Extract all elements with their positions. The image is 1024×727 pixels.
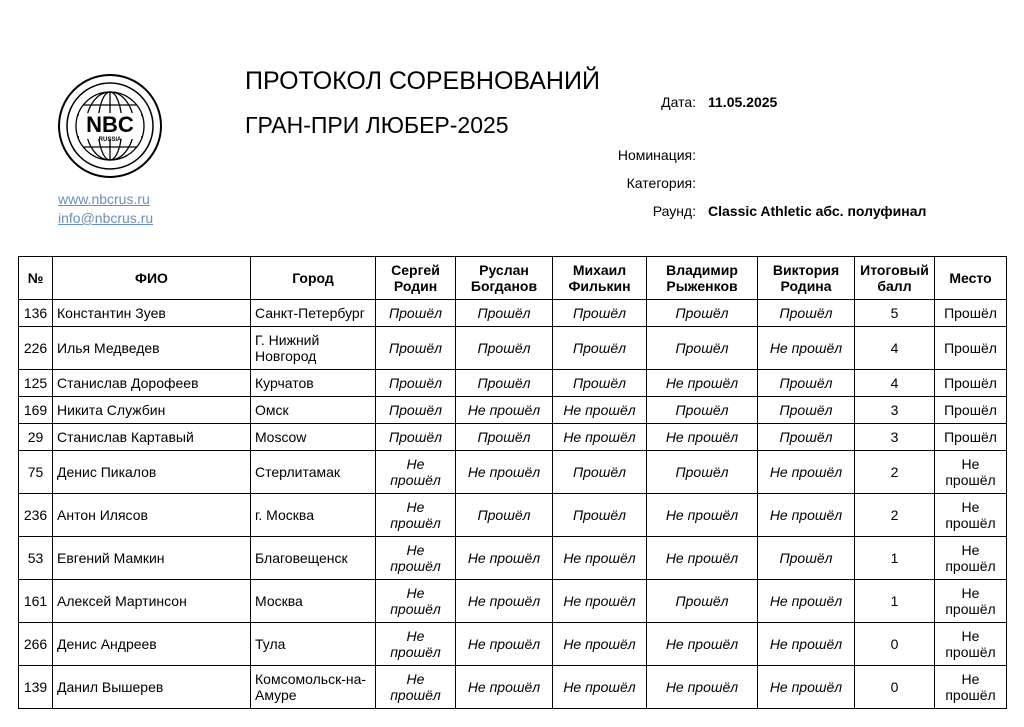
cell-name: Станислав Дорофеев — [53, 370, 251, 397]
table-row — [19, 451, 1007, 494]
cell-place: Не прошёл — [935, 580, 1007, 623]
cell-score: 3 — [855, 424, 935, 451]
cell-city: Москва — [251, 580, 376, 623]
cell-j5: Прошёл — [758, 370, 855, 397]
header-judge-4: Владимир Рыженков — [647, 257, 758, 300]
table-row — [19, 327, 1007, 370]
cell-city: Комсомольск-на-Амуре — [251, 666, 376, 709]
cell-place: Прошёл — [935, 327, 1007, 370]
cell-city: Курчатов — [251, 370, 376, 397]
cell-place: Не прошёл — [935, 494, 1007, 537]
cell-score: 0 — [855, 666, 935, 709]
cell-j2: Прошёл — [456, 424, 553, 451]
cell-j5: Не прошёл — [758, 451, 855, 494]
cell-j2: Не прошёл — [456, 623, 553, 666]
table-row — [19, 494, 1007, 537]
cell-name: Денис Андреев — [53, 623, 251, 666]
header-city: Город — [251, 257, 376, 300]
cell-name: Антон Илясов — [53, 494, 251, 537]
cell-place: Не прошёл — [935, 451, 1007, 494]
cell-score: 3 — [855, 397, 935, 424]
category-label: Категория: — [626, 175, 696, 191]
header-place: Место — [935, 257, 1007, 300]
cell-j4: Прошёл — [647, 580, 758, 623]
page-title: ПРОТОКОЛ СОРЕВНОВАНИЙ — [245, 67, 600, 95]
cell-j1: Прошёл — [376, 424, 456, 451]
website-link[interactable]: www.nbcrus.ru — [58, 191, 150, 207]
cell-place: Прошёл — [935, 424, 1007, 451]
header-name: ФИО — [53, 257, 251, 300]
cell-j4: Не прошёл — [647, 537, 758, 580]
nomination-label: Номинация: — [617, 147, 696, 163]
cell-score: 5 — [855, 300, 935, 327]
cell-j1: Прошёл — [376, 370, 456, 397]
cell-j3: Не прошёл — [553, 623, 647, 666]
cell-j2: Не прошёл — [456, 397, 553, 424]
cell-j1: Не прошёл — [376, 494, 456, 537]
cell-name: Данил Вышерев — [53, 666, 251, 709]
cell-city: Moscow — [251, 424, 376, 451]
cell-j3: Прошёл — [553, 451, 647, 494]
table-row — [19, 580, 1007, 623]
cell-num: 75 — [19, 451, 53, 494]
cell-j2: Прошёл — [456, 300, 553, 327]
round-label: Раунд: — [652, 203, 696, 219]
cell-num: 53 — [19, 537, 53, 580]
cell-score: 0 — [855, 623, 935, 666]
cell-city: Омск — [251, 397, 376, 424]
cell-j4: Прошёл — [647, 327, 758, 370]
header-judge-1: Сергей Родин — [376, 257, 456, 300]
cell-j1: Прошёл — [376, 300, 456, 327]
cell-j4: Прошёл — [647, 397, 758, 424]
table-row — [19, 370, 1007, 397]
cell-name: Денис Пикалов — [53, 451, 251, 494]
cell-name: Алексей Мартинсон — [53, 580, 251, 623]
cell-city: Г. Нижний Новгород — [251, 327, 376, 370]
cell-j3: Не прошёл — [553, 537, 647, 580]
cell-score: 4 — [855, 370, 935, 397]
header-judge-3: Михаил Филькин — [553, 257, 647, 300]
cell-score: 1 — [855, 580, 935, 623]
cell-place: Прошёл — [935, 397, 1007, 424]
cell-score: 2 — [855, 494, 935, 537]
cell-j3: Не прошёл — [553, 424, 647, 451]
cell-place: Не прошёл — [935, 666, 1007, 709]
cell-place: Прошёл — [935, 300, 1007, 327]
header-num: № — [19, 257, 53, 300]
table-row — [19, 623, 1007, 666]
cell-j5: Не прошёл — [758, 580, 855, 623]
cell-j2: Прошёл — [456, 494, 553, 537]
cell-j5: Прошёл — [758, 300, 855, 327]
cell-city: Благовещенск — [251, 537, 376, 580]
cell-j3: Прошёл — [553, 370, 647, 397]
cell-j2: Не прошёл — [456, 666, 553, 709]
cell-num: 169 — [19, 397, 53, 424]
email-link[interactable]: info@nbcrus.ru — [58, 210, 154, 226]
cell-j2: Не прошёл — [456, 451, 553, 494]
cell-j3: Прошёл — [553, 300, 647, 327]
cell-place: Не прошёл — [935, 537, 1007, 580]
table-row — [19, 424, 1007, 451]
cell-j1: Прошёл — [376, 397, 456, 424]
table-row — [19, 300, 1007, 327]
cell-j1: Не прошёл — [376, 666, 456, 709]
cell-num: 236 — [19, 494, 53, 537]
header-judge-5: Виктория Родина — [758, 257, 855, 300]
cell-j4: Не прошёл — [647, 494, 758, 537]
cell-j5: Не прошёл — [758, 623, 855, 666]
cell-j2: Не прошёл — [456, 580, 553, 623]
cell-num: 139 — [19, 666, 53, 709]
header-judge-2: Руслан Богданов — [456, 257, 553, 300]
cell-j1: Не прошёл — [376, 451, 456, 494]
cell-num: 226 — [19, 327, 53, 370]
cell-j4: Не прошёл — [647, 623, 758, 666]
cell-j2: Прошёл — [456, 327, 553, 370]
cell-j4: Прошёл — [647, 451, 758, 494]
contact-links — [58, 190, 153, 228]
cell-city: Стерлитамак — [251, 451, 376, 494]
results-table — [18, 256, 1007, 709]
cell-name: Никита Службин — [53, 397, 251, 424]
logo-sub: RUSSIA — [98, 137, 122, 143]
table-row — [19, 666, 1007, 709]
cell-j5: Не прошёл — [758, 327, 855, 370]
cell-j1: Не прошёл — [376, 580, 456, 623]
cell-num: 136 — [19, 300, 53, 327]
cell-j5: Не прошёл — [758, 666, 855, 709]
table-header-row — [19, 257, 1007, 300]
cell-j3: Не прошёл — [553, 397, 647, 424]
cell-name: Илья Медведев — [53, 327, 251, 370]
cell-j2: Прошёл — [456, 370, 553, 397]
date-value: 11.05.2025 — [708, 94, 778, 110]
cell-city: Санкт-Петербург — [251, 300, 376, 327]
cell-j4: Не прошёл — [647, 424, 758, 451]
page-subtitle: ГРАН-ПРИ ЛЮБЕР-2025 — [245, 112, 509, 138]
cell-j4: Не прошёл — [647, 666, 758, 709]
cell-city: г. Москва — [251, 494, 376, 537]
cell-j3: Не прошёл — [553, 580, 647, 623]
cell-score: 4 — [855, 327, 935, 370]
cell-j1: Прошёл — [376, 327, 456, 370]
cell-num: 161 — [19, 580, 53, 623]
table-row — [19, 397, 1007, 424]
header-score: Итоговый балл — [855, 257, 935, 300]
nbc-logo — [57, 73, 163, 179]
cell-j2: Не прошёл — [456, 537, 553, 580]
cell-j3: Прошёл — [553, 494, 647, 537]
cell-j5: Не прошёл — [758, 494, 855, 537]
cell-j3: Прошёл — [553, 327, 647, 370]
cell-num: 266 — [19, 623, 53, 666]
cell-j4: Не прошёл — [647, 370, 758, 397]
cell-j4: Прошёл — [647, 300, 758, 327]
cell-j3: Не прошёл — [553, 666, 647, 709]
cell-j5: Прошёл — [758, 397, 855, 424]
cell-num: 29 — [19, 424, 53, 451]
logo-text: NBC — [86, 112, 134, 137]
round-value: Classic Athletic абс. полуфинал — [708, 203, 927, 219]
cell-j5: Прошёл — [758, 537, 855, 580]
cell-j5: Прошёл — [758, 424, 855, 451]
cell-name: Евгений Мамкин — [53, 537, 251, 580]
cell-j1: Не прошёл — [376, 623, 456, 666]
cell-place: Прошёл — [935, 370, 1007, 397]
date-label: Дата: — [661, 94, 696, 110]
cell-name: Станислав Картавый — [53, 424, 251, 451]
cell-name: Константин Зуев — [53, 300, 251, 327]
cell-city: Тула — [251, 623, 376, 666]
cell-score: 2 — [855, 451, 935, 494]
cell-j1: Не прошёл — [376, 537, 456, 580]
cell-place: Не прошёл — [935, 623, 1007, 666]
cell-score: 1 — [855, 537, 935, 580]
cell-num: 125 — [19, 370, 53, 397]
table-row — [19, 537, 1007, 580]
